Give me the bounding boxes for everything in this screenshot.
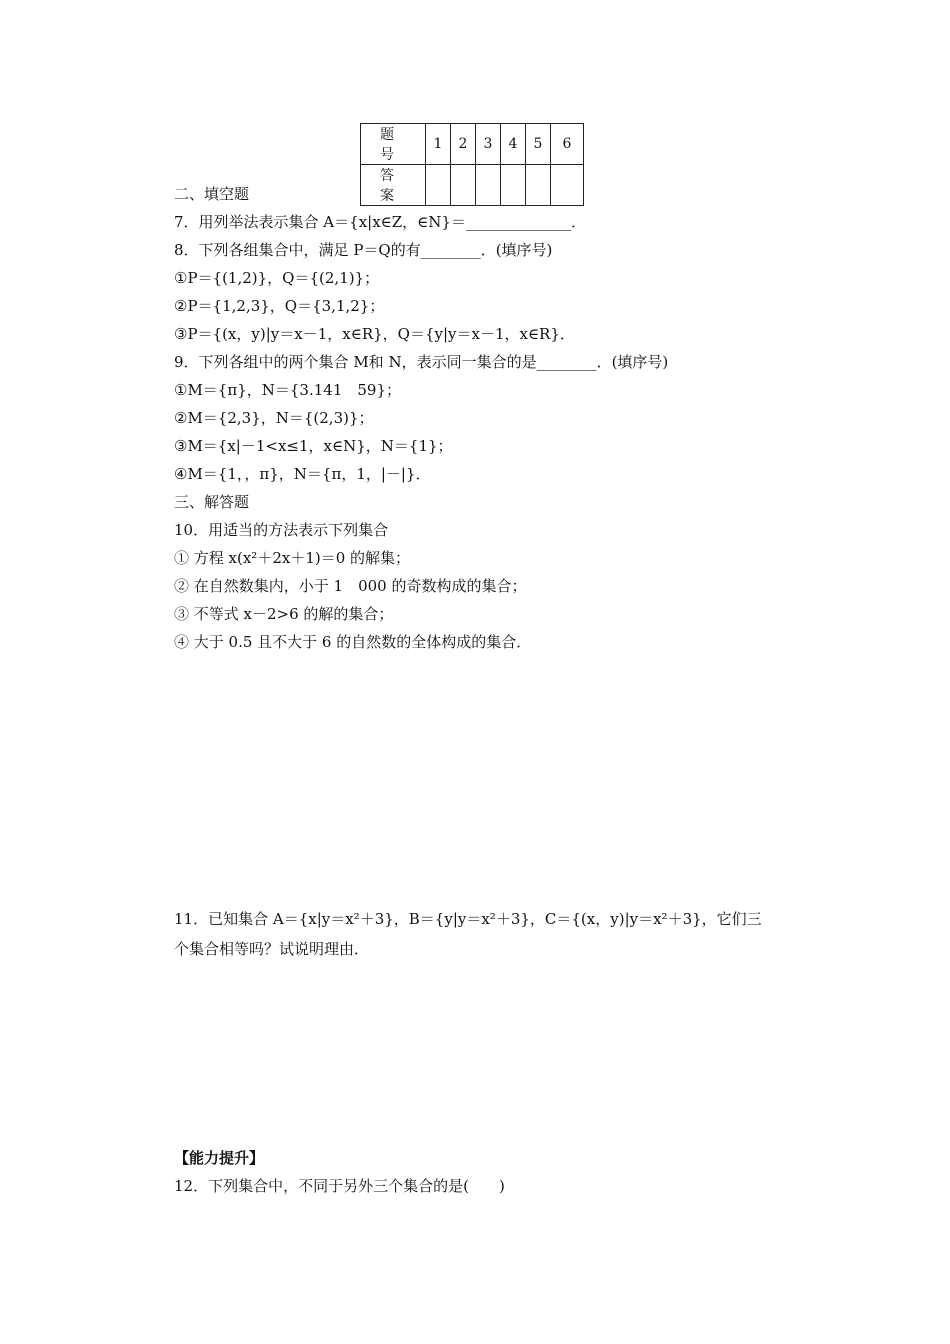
- question-10: 10．用适当的方法表示下列集合: [174, 521, 389, 539]
- answer-cell-6: [551, 165, 584, 206]
- question-8-option-1: ①P＝{(1,2)}，Q＝{(2,1)}；: [174, 269, 380, 287]
- question-11-line-2: 个集合相等吗？试说明理由．: [174, 940, 370, 958]
- question-number-6: 6: [551, 124, 584, 165]
- question-9: 9．下列各组中的两个集合 M和 N，表示同一集合的是________．(填序号): [174, 353, 669, 371]
- table-row-numbers: [361, 124, 584, 165]
- answer-cell-3: [476, 165, 501, 206]
- question-9-option-2: ②M＝{2,3}，N＝{(2,3)}；: [174, 409, 374, 427]
- question-number-4: 4: [501, 124, 526, 165]
- question-10-item-1: ① 方程 x(x²＋2x＋1)＝0 的解集；: [174, 549, 411, 567]
- answer-cell-4: [501, 165, 526, 206]
- question-number-5: 5: [526, 124, 551, 165]
- section-heading-answer-problems: 三、解答题: [174, 493, 250, 511]
- row-label-answer: 答 案: [361, 165, 426, 206]
- question-10-item-2: ② 在自然数集内，小于 1 000 的奇数构成的集合；: [174, 577, 527, 595]
- section-heading-ability: 【能力提升】: [174, 1149, 265, 1167]
- question-9-option-4: ④M＝{1，，π}，N＝{π，1，|－|}．: [174, 465, 431, 483]
- question-number-1: 1: [426, 124, 451, 165]
- answer-table: [360, 123, 584, 206]
- question-12: 12．下列集合中，不同于另外三个集合的是( ): [174, 1177, 505, 1195]
- question-8-option-2: ②P＝{1,2,3}，Q＝{3,1,2}；: [174, 297, 385, 315]
- question-8-option-3: ③P＝{(x，y)|y＝x－1，x∈R}，Q＝{y|y＝x－1，x∈R}．: [174, 325, 575, 343]
- question-10-item-3: ③ 不等式 x－2>6 的解的集合；: [174, 605, 394, 623]
- question-9-option-3: ③M＝{x|－1<x≤1，x∈N}，N＝{1}；: [174, 437, 453, 455]
- question-7: 7．用列举法表示集合 A＝{x|x∈Z，∈N}＝______________．: [174, 213, 586, 231]
- question-10-item-4: ④ 大于 0.5 且不大于 6 的自然数的全体构成的集合．: [174, 633, 532, 651]
- question-11-line-1: 11．已知集合 A＝{x|y＝x²＋3}，B＝{y|y＝x²＋3}，C＝{(x，y)|y＝x²＋3}，它们三: [174, 910, 762, 928]
- answer-cell-2: [451, 165, 476, 206]
- question-9-option-1: ①M＝{π}，N＝{3.141 59}；: [174, 381, 401, 399]
- table-row-answers: [361, 165, 584, 206]
- question-number-2: 2: [451, 124, 476, 165]
- question-8: 8．下列各组集合中，满足 P＝Q的有________．(填序号): [174, 241, 553, 259]
- section-heading-fill-blank: 二、填空题: [174, 185, 250, 203]
- answer-cell-5: [526, 165, 551, 206]
- row-label-question: 题 号: [361, 124, 426, 165]
- question-number-3: 3: [476, 124, 501, 165]
